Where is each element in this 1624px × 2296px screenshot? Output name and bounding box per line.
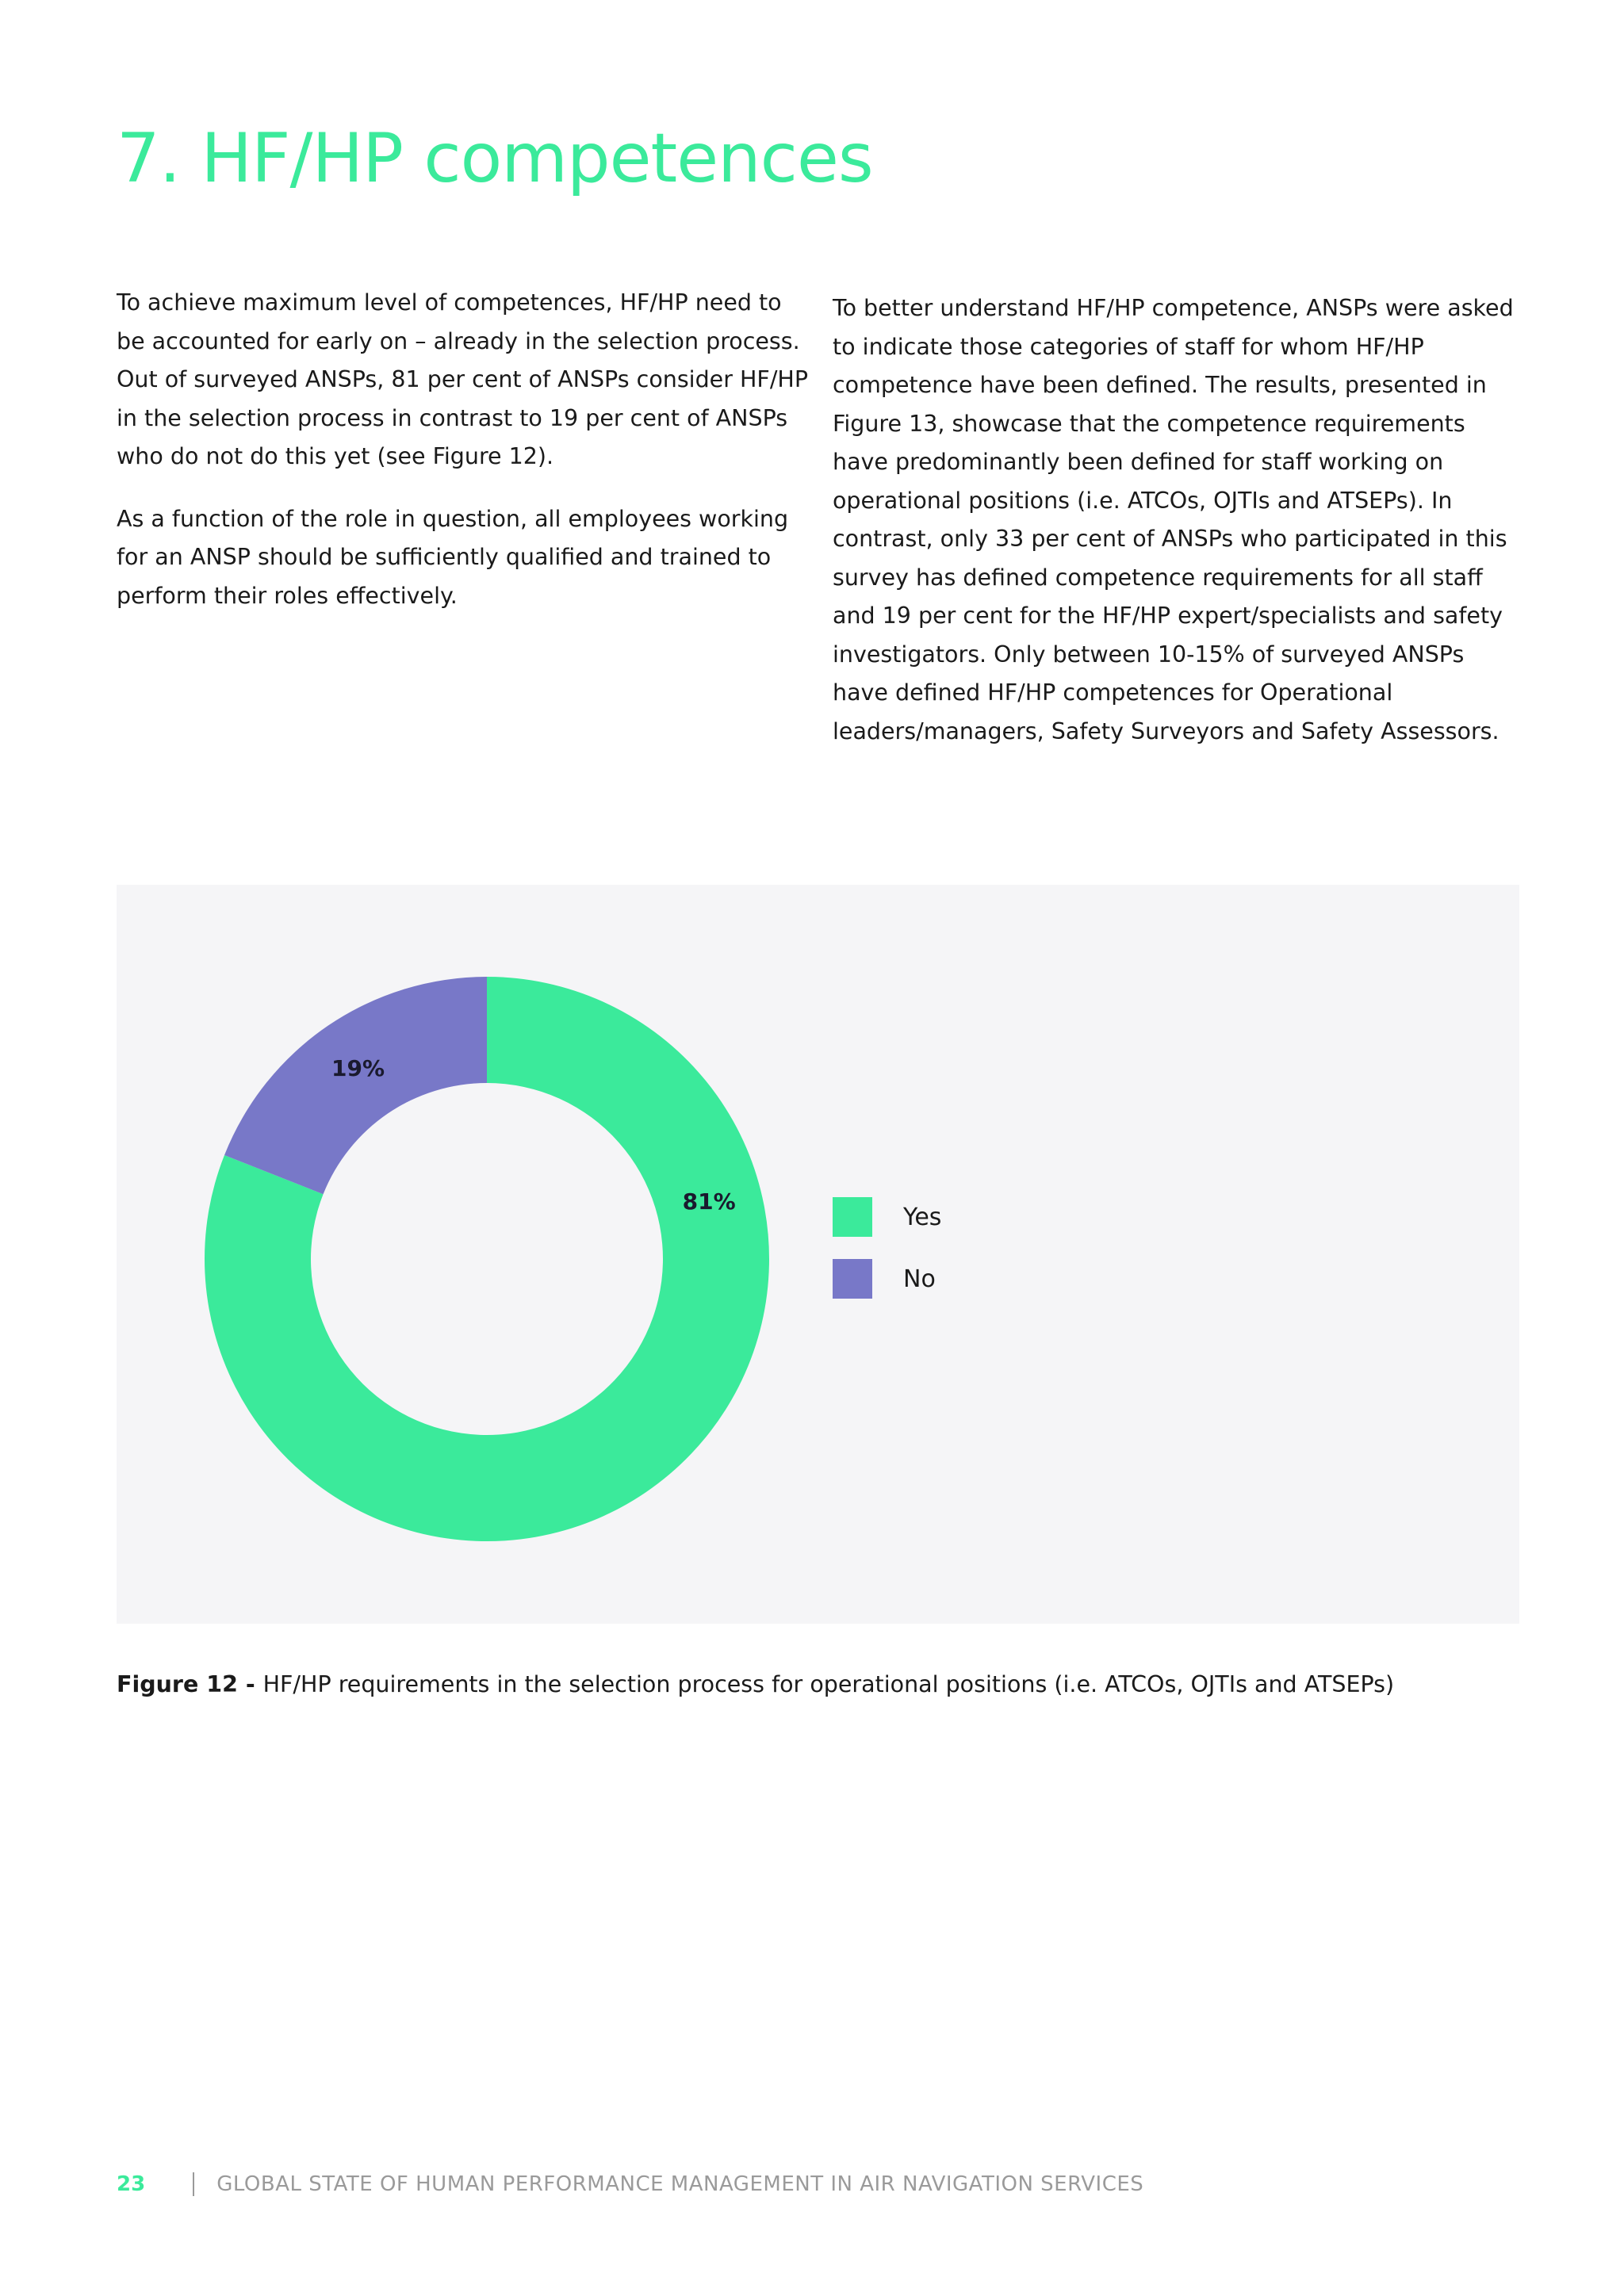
page-footer [117,2172,1143,2196]
data-label-yes: 81% [682,1188,736,1215]
body-column-left [117,284,814,639]
legend-label-yes: Yes [903,1203,942,1231]
legend-label-no: No [903,1265,936,1293]
figure-12-chart [117,885,1519,1624]
figure-separator: - [237,1671,263,1697]
paragraph: To achieve maximum level of competences, HF/HP need to be accounted for early on – already in the selection process. Out of surveyed ANSPs, 81 per cent of ANSPs consider HF/HP in the selection process in contrast to 19 per cent of ANSPs who do not do this yet (see Figure 12). [117,289,809,469]
section-title: 7. HF/HP competences [117,119,873,198]
donut-chart [117,885,1519,1624]
running-title: GLOBAL STATE OF HUMAN PERFORMANCE MANAGEMENT IN AIR NAVIGATION SERVICES [216,2172,1144,2196]
body-column-right [833,289,1522,775]
paragraph: As a function of the role in question, all employees working for an ANSP should be sufficiently qualified and trained to perform their roles effectively. [117,505,789,609]
legend-item-no [833,1259,936,1299]
figure-label: Figure 12 [117,1671,238,1697]
paragraph: To better understand HF/HP competence, ANSPs were asked to indicate those categories of staff for whom HF/HP competence have been defined. The results, presented in Figure 13, showcase that the competence requirements have predominantly been defined for staff working on operational positions (i.e. ATCOs, OJTIs and ATSEPs). In contrast, only 33 per cent of ANSPs who participated in this survey has defined competence requirements for all staff and 19 per cent for the HF/HP expert/specialists and safety investigators. Only between 10-15% of surveyed ANSPs have defined HF/HP competences for Operational leaders/managers, Safety Surveyors and Safety Assessors. [833,295,1514,744]
page-number: 23 [117,2172,146,2196]
legend-swatch-yes [833,1197,872,1237]
data-label-no: 19% [331,1054,385,1081]
donut-slice-no [224,977,487,1194]
figure-caption-text: HF/HP requirements in the selection process for operational positions (i.e. ATCOs, OJTIs and ATSEPs) [262,1671,1395,1697]
legend-item-yes [833,1197,941,1237]
legend-swatch-no [833,1259,872,1299]
figure-caption [117,1671,1394,1697]
footer-divider [193,2172,194,2196]
